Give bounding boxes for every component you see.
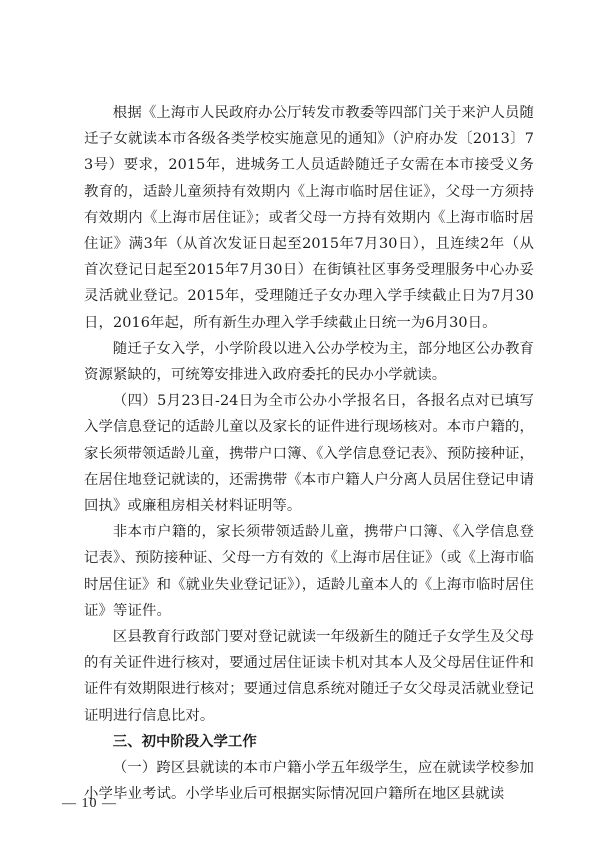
paragraph-policy-basis: 根据《上海市人民政府办公厅转发市教委等四部门关于来沪人员随迁子女就读本市各级各类学校实施意见的通知》（沪府办发〔2013〕73号）要求，2015年，进城务工人员适龄随迁子女需在本市接受义务教育的，适龄儿童须持有效期内《上海市临时居住证》，父母一方须持有效期内《上海市居住证》；或者父母一方持有效期内《上海市临时居住证》满3年（从首次发证日起至2015年7月30日），且连续2年（从首次登记日起至2015年7月30日）在街镇社区事务受理服务中心办妥灵活就业登记。2015年，受理随迁子女办理入学手续截止日为7月30日，2016年起，所有新生办理入学手续截止日统一为6月30日。 <box>84 105 534 331</box>
paragraph-cross-district: （一）跨区县就读的本市户籍小学五年级学生，应在就读学校参加小学毕业考试。小学毕业后可根据实际情况回户籍所在地区县就读 <box>84 760 534 803</box>
paragraph-verification: 区县教育行政部门要对登记就读一年级新生的随迁子女学生及父母的有关证件进行核对，要通过居住证读卡机对其本人及父母居住证件和证件有效期限进行核对；要通过信息系统对随迁子女父母灵活就业登记证明进行信息比对。 <box>84 629 534 724</box>
page-number: — 10 — <box>62 796 117 811</box>
paragraph-registration-days: （四）5月23日-24日为全市公办小学报名日，各报名点对已填写入学信息登记的适龄儿童以及家长的证件进行现场核对。本市户籍的，家长须带领适龄儿童，携带户口簿、《入学信息登记表》、预防接种证，在居住地登记就读的，还需携带《本市户籍人户分离人员居住登记申请回执》或廉租房相关材料证明等。 <box>84 393 534 515</box>
paragraph-non-local-documents: 非本市户籍的，家长须带领适龄儿童，携带户口簿、《入学信息登记表》、预防接种证、父母一方有效的《上海市居住证》（或《上海市临时居住证》和《就业失业登记证》），适龄儿童本人的《上海市临时居住证》等证件。 <box>84 524 534 619</box>
section-heading: 三、初中阶段入学工作 <box>112 733 257 750</box>
document-body <box>84 100 534 807</box>
paragraph-primary-enrollment: 随迁子女入学，小学阶段以进入公办学校为主，部分地区公办教育资源紧缺的，可统筹安排进入政府委托的民办小学就读。 <box>84 340 534 384</box>
